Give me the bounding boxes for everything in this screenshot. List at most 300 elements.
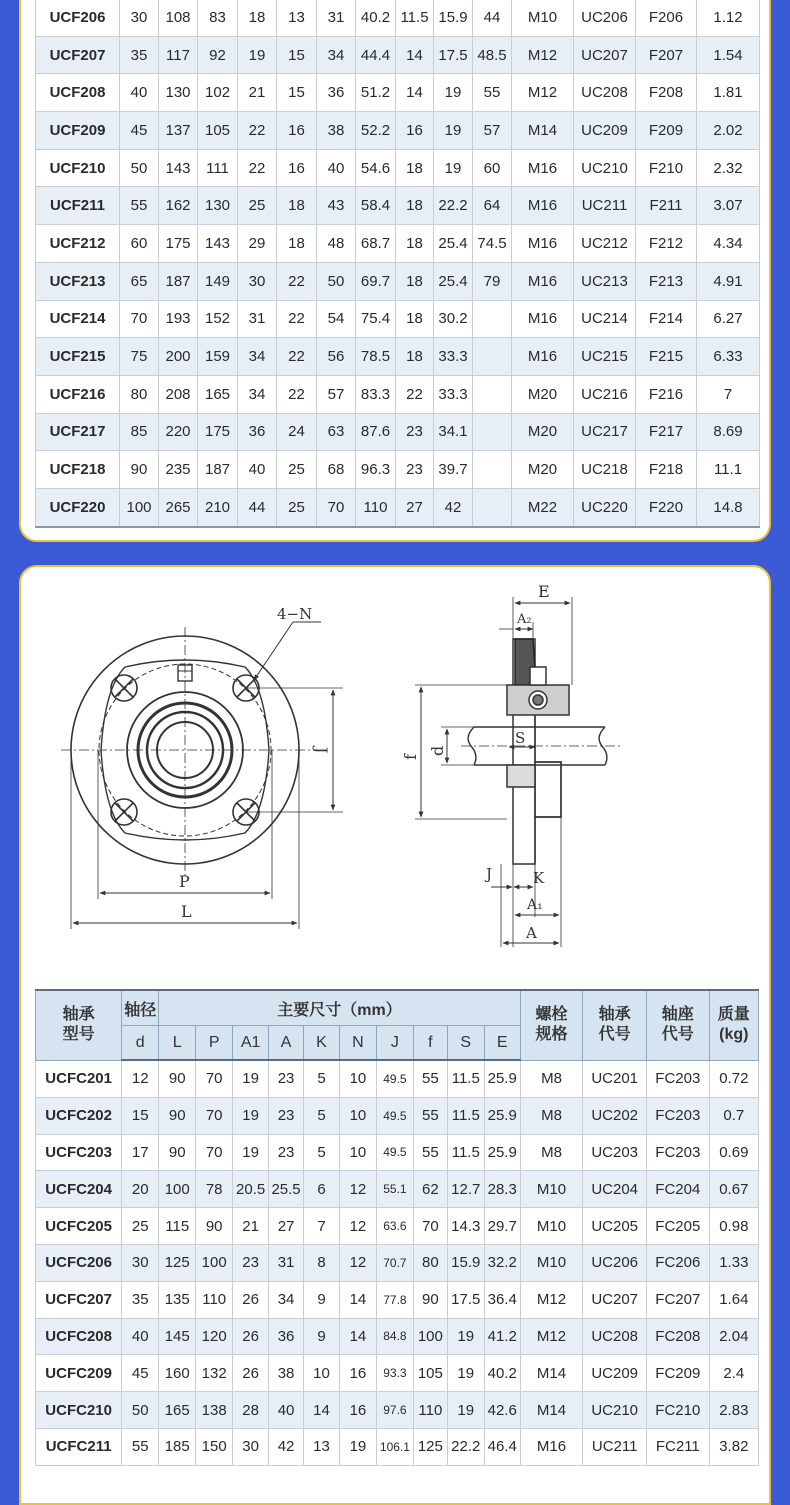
table-cell: 16 bbox=[396, 112, 434, 150]
table-cell: 132 bbox=[196, 1355, 233, 1392]
model-cell: UCFC209 bbox=[36, 1355, 122, 1392]
table-cell: 19 bbox=[434, 149, 473, 187]
table-cell bbox=[473, 451, 512, 489]
label-e: E bbox=[538, 582, 550, 601]
table-cell: 23 bbox=[396, 451, 434, 489]
table-cell: UC210 bbox=[583, 1392, 647, 1429]
model-cell: UCF220 bbox=[36, 488, 120, 526]
label-j-side: J bbox=[486, 865, 493, 883]
table-cell: M12 bbox=[512, 36, 574, 74]
table-cell: 13 bbox=[277, 0, 317, 36]
model-cell: UCF214 bbox=[36, 300, 120, 338]
table-cell: 22 bbox=[396, 375, 434, 413]
table-cell: 18 bbox=[396, 300, 434, 338]
table-cell: 25.9 bbox=[484, 1097, 520, 1134]
table-cell: 22.2 bbox=[447, 1428, 484, 1465]
table-cell: 111 bbox=[198, 149, 238, 187]
table-cell: 20.5 bbox=[233, 1171, 269, 1208]
header-sub-6: N bbox=[339, 1026, 376, 1061]
table-cell: FC208 bbox=[647, 1318, 710, 1355]
header-shaft: 轴径 bbox=[122, 990, 159, 1026]
table-cell: 135 bbox=[159, 1281, 196, 1318]
table-cell: 3.07 bbox=[697, 187, 760, 225]
table-row bbox=[36, 112, 760, 150]
table-cell: 25.4 bbox=[434, 262, 473, 300]
table-cell: 1.54 bbox=[697, 36, 760, 74]
table-cell: 102 bbox=[198, 74, 238, 112]
table-cell: 106.1 bbox=[376, 1428, 413, 1465]
ucf-spec-card bbox=[19, 0, 771, 542]
table-cell: 23 bbox=[269, 1097, 304, 1134]
table-cell: 80 bbox=[413, 1244, 447, 1281]
table-cell: 115 bbox=[159, 1208, 196, 1245]
table-cell: 25.9 bbox=[484, 1060, 520, 1097]
model-cell: UCFC202 bbox=[36, 1097, 122, 1134]
table-cell: 23 bbox=[396, 413, 434, 451]
table-cell: M10 bbox=[512, 0, 574, 36]
table-cell: 0.67 bbox=[709, 1171, 758, 1208]
table-cell: 34 bbox=[269, 1281, 304, 1318]
table-cell: 26 bbox=[233, 1281, 269, 1318]
table-cell: 200 bbox=[159, 338, 198, 376]
table-cell: UC203 bbox=[583, 1134, 647, 1171]
table-cell: 18 bbox=[396, 338, 434, 376]
model-cell: UCF218 bbox=[36, 451, 120, 489]
table-cell: 17.5 bbox=[447, 1281, 484, 1318]
table-cell: 23 bbox=[269, 1060, 304, 1097]
table-cell: M8 bbox=[520, 1060, 583, 1097]
table-cell: 152 bbox=[198, 300, 238, 338]
table-row bbox=[36, 1428, 759, 1465]
table-cell: 26 bbox=[233, 1318, 269, 1355]
label-j-front: J bbox=[312, 747, 331, 754]
model-cell: UCF208 bbox=[36, 74, 120, 112]
table-cell: 70 bbox=[196, 1060, 233, 1097]
table-cell: 19 bbox=[447, 1318, 484, 1355]
table-cell: 8 bbox=[304, 1244, 340, 1281]
table-cell: 15 bbox=[122, 1097, 159, 1134]
table-cell: 17 bbox=[122, 1134, 159, 1171]
model-cell: UCFC205 bbox=[36, 1208, 122, 1245]
table-row bbox=[36, 187, 760, 225]
table-cell: 97.6 bbox=[376, 1392, 413, 1429]
table-cell: F211 bbox=[636, 187, 697, 225]
table-cell: 120 bbox=[196, 1318, 233, 1355]
table-cell: 16 bbox=[277, 112, 317, 150]
table-cell: 90 bbox=[159, 1060, 196, 1097]
ucf-spec-table bbox=[35, 0, 760, 528]
table-cell: 27 bbox=[269, 1208, 304, 1245]
table-cell: 9 bbox=[304, 1318, 340, 1355]
table-cell: 33.3 bbox=[434, 375, 473, 413]
table-cell: 22 bbox=[277, 375, 317, 413]
table-cell: 85 bbox=[120, 413, 159, 451]
header-housing-code-label: 轴座代号 bbox=[661, 1006, 694, 1044]
table-cell: 15 bbox=[277, 74, 317, 112]
table-cell: UC210 bbox=[574, 149, 636, 187]
table-cell: 18 bbox=[396, 187, 434, 225]
label-a1: A₁ bbox=[527, 897, 543, 913]
table-cell: 235 bbox=[159, 451, 198, 489]
table-cell: 143 bbox=[198, 225, 238, 263]
table-cell: FC204 bbox=[647, 1171, 710, 1208]
table-cell: 16 bbox=[339, 1392, 376, 1429]
table-cell: 62 bbox=[413, 1171, 447, 1208]
table-cell: F212 bbox=[636, 225, 697, 263]
model-cell: UCFC210 bbox=[36, 1392, 122, 1429]
table-cell: 69.7 bbox=[356, 262, 396, 300]
table-cell: 2.02 bbox=[697, 112, 760, 150]
table-row bbox=[36, 36, 760, 74]
table-cell: F206 bbox=[636, 0, 697, 36]
table-cell: 108 bbox=[159, 0, 198, 36]
table-cell: M16 bbox=[512, 338, 574, 376]
table-cell bbox=[473, 488, 512, 526]
table-cell: 0.98 bbox=[709, 1208, 758, 1245]
table-cell: 16 bbox=[339, 1355, 376, 1392]
table-cell: 43 bbox=[317, 187, 356, 225]
table-cell: 159 bbox=[198, 338, 238, 376]
table-cell: 12 bbox=[339, 1244, 376, 1281]
table-cell: 40.2 bbox=[484, 1355, 520, 1392]
housing-hub bbox=[535, 762, 561, 817]
table-cell bbox=[473, 413, 512, 451]
table-row bbox=[36, 149, 760, 187]
table-cell: M14 bbox=[512, 112, 574, 150]
table-cell: FC203 bbox=[647, 1060, 710, 1097]
table-cell: UC214 bbox=[574, 300, 636, 338]
table-cell: 12.7 bbox=[447, 1171, 484, 1208]
table-cell: 12 bbox=[339, 1208, 376, 1245]
model-cell: UCFC208 bbox=[36, 1318, 122, 1355]
table-row bbox=[36, 1134, 759, 1171]
table-cell: 11.5 bbox=[396, 0, 434, 36]
table-cell: 19 bbox=[238, 36, 277, 74]
table-row bbox=[36, 1060, 759, 1097]
table-cell: 110 bbox=[356, 488, 396, 526]
table-cell: 8.69 bbox=[697, 413, 760, 451]
header-sub-1: L bbox=[159, 1026, 196, 1061]
table-cell: UC211 bbox=[574, 187, 636, 225]
table-cell: 100 bbox=[196, 1244, 233, 1281]
table-cell: 30 bbox=[120, 0, 159, 36]
table-cell: 18 bbox=[396, 149, 434, 187]
table-cell: 42 bbox=[434, 488, 473, 526]
table-cell: 15.9 bbox=[434, 0, 473, 36]
model-cell: UCFC204 bbox=[36, 1171, 122, 1208]
table-cell: 14 bbox=[396, 36, 434, 74]
table-cell: 22 bbox=[277, 338, 317, 376]
table-cell: 78 bbox=[196, 1171, 233, 1208]
table-cell: 44 bbox=[238, 488, 277, 526]
table-cell: 138 bbox=[196, 1392, 233, 1429]
table-cell: 54 bbox=[317, 300, 356, 338]
table-cell: FC203 bbox=[647, 1134, 710, 1171]
table-cell: 57 bbox=[473, 112, 512, 150]
table-cell: 29 bbox=[238, 225, 277, 263]
table-cell: M16 bbox=[512, 187, 574, 225]
table-cell: M14 bbox=[520, 1355, 583, 1392]
table-cell: 55 bbox=[120, 187, 159, 225]
table-cell: 105 bbox=[198, 112, 238, 150]
table-cell: 45 bbox=[120, 112, 159, 150]
table-cell: 1.12 bbox=[697, 0, 760, 36]
table-cell: 149 bbox=[198, 262, 238, 300]
table-cell: 6.33 bbox=[697, 338, 760, 376]
front-view bbox=[61, 622, 343, 929]
table-cell: 2.32 bbox=[697, 149, 760, 187]
table-cell: 77.8 bbox=[376, 1281, 413, 1318]
table-cell: UC215 bbox=[574, 338, 636, 376]
table-cell: 42.6 bbox=[484, 1392, 520, 1429]
table-cell: 55 bbox=[413, 1134, 447, 1171]
table-cell: 1.33 bbox=[709, 1244, 758, 1281]
table-cell: 208 bbox=[159, 375, 198, 413]
table-cell: 5 bbox=[304, 1134, 340, 1171]
table-cell: 125 bbox=[159, 1244, 196, 1281]
table-cell: 24 bbox=[277, 413, 317, 451]
label-4n: 4−N bbox=[277, 605, 313, 623]
table-cell: 64 bbox=[473, 187, 512, 225]
table-cell: UC211 bbox=[583, 1428, 647, 1465]
table-cell: 63 bbox=[317, 413, 356, 451]
table-row bbox=[36, 488, 760, 526]
table-cell: 30 bbox=[122, 1244, 159, 1281]
table-cell: F215 bbox=[636, 338, 697, 376]
model-cell: UCFC206 bbox=[36, 1244, 122, 1281]
table-cell: 2.4 bbox=[709, 1355, 758, 1392]
header-sub-2: P bbox=[196, 1026, 233, 1061]
label-s: S bbox=[515, 729, 526, 747]
table-cell: 46.4 bbox=[484, 1428, 520, 1465]
label-a2: A₂ bbox=[517, 612, 532, 627]
model-cell: UCF207 bbox=[36, 36, 120, 74]
table-cell: UC206 bbox=[574, 0, 636, 36]
model-cell: UCF215 bbox=[36, 338, 120, 376]
table-cell: F213 bbox=[636, 262, 697, 300]
table-cell bbox=[473, 300, 512, 338]
table-cell: 28 bbox=[233, 1392, 269, 1429]
header-bearing-code-label: 轴承代号 bbox=[598, 1006, 631, 1044]
table-row bbox=[36, 375, 760, 413]
table-cell: 55 bbox=[122, 1428, 159, 1465]
table-cell: M20 bbox=[512, 413, 574, 451]
table-row bbox=[36, 1355, 759, 1392]
table-cell: 22 bbox=[277, 300, 317, 338]
table-cell: M8 bbox=[520, 1134, 583, 1171]
model-cell: UCF212 bbox=[36, 225, 120, 263]
table-cell: 2.83 bbox=[709, 1392, 758, 1429]
table-cell: 75.4 bbox=[356, 300, 396, 338]
table-cell: 187 bbox=[159, 262, 198, 300]
table-cell: 3.82 bbox=[709, 1428, 758, 1465]
table-cell: 210 bbox=[198, 488, 238, 526]
header-model-label: 轴承型号 bbox=[62, 1006, 95, 1044]
table-row bbox=[36, 300, 760, 338]
table-cell: 30.2 bbox=[434, 300, 473, 338]
table-cell: 160 bbox=[159, 1355, 196, 1392]
side-view bbox=[415, 597, 621, 947]
table-cell: 25 bbox=[277, 451, 317, 489]
table-header bbox=[36, 990, 759, 1060]
table-cell: M12 bbox=[520, 1281, 583, 1318]
table-cell: 12 bbox=[122, 1060, 159, 1097]
table-cell: 31 bbox=[238, 300, 277, 338]
table-cell: 25.4 bbox=[434, 225, 473, 263]
table-cell: 16 bbox=[277, 149, 317, 187]
table-row bbox=[36, 1097, 759, 1134]
table-cell: UC204 bbox=[583, 1171, 647, 1208]
table-row bbox=[36, 0, 760, 36]
table-cell: M16 bbox=[520, 1428, 583, 1465]
header-mass-label: 质量(kg) bbox=[717, 1006, 750, 1044]
table-cell: 18 bbox=[277, 187, 317, 225]
table-cell: F209 bbox=[636, 112, 697, 150]
table-row bbox=[36, 74, 760, 112]
table-cell: 15.9 bbox=[447, 1244, 484, 1281]
table-cell: 22.2 bbox=[434, 187, 473, 225]
model-cell: UCF216 bbox=[36, 375, 120, 413]
table-cell: 14.3 bbox=[447, 1208, 484, 1245]
table-cell: 68 bbox=[317, 451, 356, 489]
table-cell: 50 bbox=[122, 1392, 159, 1429]
table-cell: 34 bbox=[238, 338, 277, 376]
table-cell: 265 bbox=[159, 488, 198, 526]
table-cell: 22 bbox=[277, 262, 317, 300]
label-k: K bbox=[533, 869, 545, 887]
ucfc-spec-table bbox=[35, 989, 759, 1466]
table-cell: 40 bbox=[269, 1392, 304, 1429]
table-cell: 31 bbox=[317, 0, 356, 36]
table-cell: UC212 bbox=[574, 225, 636, 263]
table-cell: 18 bbox=[238, 0, 277, 36]
table-cell: 25 bbox=[277, 488, 317, 526]
table-row bbox=[36, 225, 760, 263]
table-cell: 27 bbox=[396, 488, 434, 526]
table-cell: 30 bbox=[233, 1428, 269, 1465]
table-cell: 19 bbox=[233, 1097, 269, 1134]
table-cell: FC209 bbox=[647, 1355, 710, 1392]
table-cell: UC205 bbox=[583, 1208, 647, 1245]
model-cell: UCFC211 bbox=[36, 1428, 122, 1465]
header-sub-8: f bbox=[413, 1026, 447, 1061]
table-cell: 79 bbox=[473, 262, 512, 300]
model-cell: UCF217 bbox=[36, 413, 120, 451]
table-cell: UC208 bbox=[583, 1318, 647, 1355]
table-cell: 83 bbox=[198, 0, 238, 36]
table-cell: M20 bbox=[512, 375, 574, 413]
table-cell: 0.7 bbox=[709, 1097, 758, 1134]
table-cell: 70 bbox=[413, 1208, 447, 1245]
table-cell: 70 bbox=[120, 300, 159, 338]
table-cell: 18 bbox=[396, 262, 434, 300]
table-cell: 63.6 bbox=[376, 1208, 413, 1245]
table-cell: UC207 bbox=[583, 1281, 647, 1318]
table-cell: 18 bbox=[396, 225, 434, 263]
model-cell: UCF213 bbox=[36, 262, 120, 300]
table-cell: 13 bbox=[304, 1428, 340, 1465]
table-cell: 143 bbox=[159, 149, 198, 187]
table-cell: 31 bbox=[269, 1244, 304, 1281]
table-cell: 87.6 bbox=[356, 413, 396, 451]
table-cell: M20 bbox=[512, 451, 574, 489]
table-cell: FC211 bbox=[647, 1428, 710, 1465]
table-row bbox=[36, 262, 760, 300]
table-cell: 48.5 bbox=[473, 36, 512, 74]
table-cell: UC207 bbox=[574, 36, 636, 74]
table-cell: 130 bbox=[159, 74, 198, 112]
table-cell: 10 bbox=[339, 1060, 376, 1097]
table-cell: 117 bbox=[159, 36, 198, 74]
table-cell: 25 bbox=[238, 187, 277, 225]
table-cell: 10 bbox=[304, 1355, 340, 1392]
table-cell: 162 bbox=[159, 187, 198, 225]
table-cell: 55 bbox=[413, 1060, 447, 1097]
table-cell: F207 bbox=[636, 36, 697, 74]
table-cell: 26 bbox=[233, 1355, 269, 1392]
table-cell: 90 bbox=[159, 1134, 196, 1171]
label-p: P bbox=[179, 872, 190, 891]
table-cell: 14 bbox=[304, 1392, 340, 1429]
table-cell: 90 bbox=[120, 451, 159, 489]
table-cell: 70 bbox=[196, 1097, 233, 1134]
table-cell: 7 bbox=[697, 375, 760, 413]
table-cell: FC210 bbox=[647, 1392, 710, 1429]
table-cell: UC209 bbox=[583, 1355, 647, 1392]
table-cell: UC216 bbox=[574, 375, 636, 413]
table-cell: 55.1 bbox=[376, 1171, 413, 1208]
table-cell: 19 bbox=[447, 1355, 484, 1392]
table-cell: 40 bbox=[317, 149, 356, 187]
table-cell: 5 bbox=[304, 1060, 340, 1097]
table-row bbox=[36, 1281, 759, 1318]
table-cell: M10 bbox=[520, 1171, 583, 1208]
table-cell: 92 bbox=[198, 36, 238, 74]
table-cell: 20 bbox=[122, 1171, 159, 1208]
table-cell: 25 bbox=[122, 1208, 159, 1245]
table-cell: 93.3 bbox=[376, 1355, 413, 1392]
table-cell: 48 bbox=[317, 225, 356, 263]
header-sub-4: A bbox=[269, 1026, 304, 1061]
table-cell: 33.3 bbox=[434, 338, 473, 376]
table-cell: 22 bbox=[238, 149, 277, 187]
table-cell: 100 bbox=[120, 488, 159, 526]
table-cell: M12 bbox=[520, 1318, 583, 1355]
table-cell: 2.04 bbox=[709, 1318, 758, 1355]
header-bolt bbox=[520, 990, 583, 1060]
table-cell: 65 bbox=[120, 262, 159, 300]
model-cell: UCF209 bbox=[36, 112, 120, 150]
table-cell: UC202 bbox=[583, 1097, 647, 1134]
table-cell: M16 bbox=[512, 225, 574, 263]
table-cell: UC208 bbox=[574, 74, 636, 112]
table-cell: 193 bbox=[159, 300, 198, 338]
table-cell: 137 bbox=[159, 112, 198, 150]
table-cell: 7 bbox=[304, 1208, 340, 1245]
label-d: d bbox=[428, 745, 447, 756]
table-cell: 39.7 bbox=[434, 451, 473, 489]
table-cell: M14 bbox=[520, 1392, 583, 1429]
table-cell: 19 bbox=[233, 1060, 269, 1097]
header-sub-5: K bbox=[304, 1026, 340, 1061]
table-cell: UC201 bbox=[583, 1060, 647, 1097]
table-cell: 9 bbox=[304, 1281, 340, 1318]
table-cell: 40.2 bbox=[356, 0, 396, 36]
table-cell: M16 bbox=[512, 300, 574, 338]
table-cell: 54.6 bbox=[356, 149, 396, 187]
table-cell: 90 bbox=[159, 1097, 196, 1134]
table-cell: 49.5 bbox=[376, 1097, 413, 1134]
